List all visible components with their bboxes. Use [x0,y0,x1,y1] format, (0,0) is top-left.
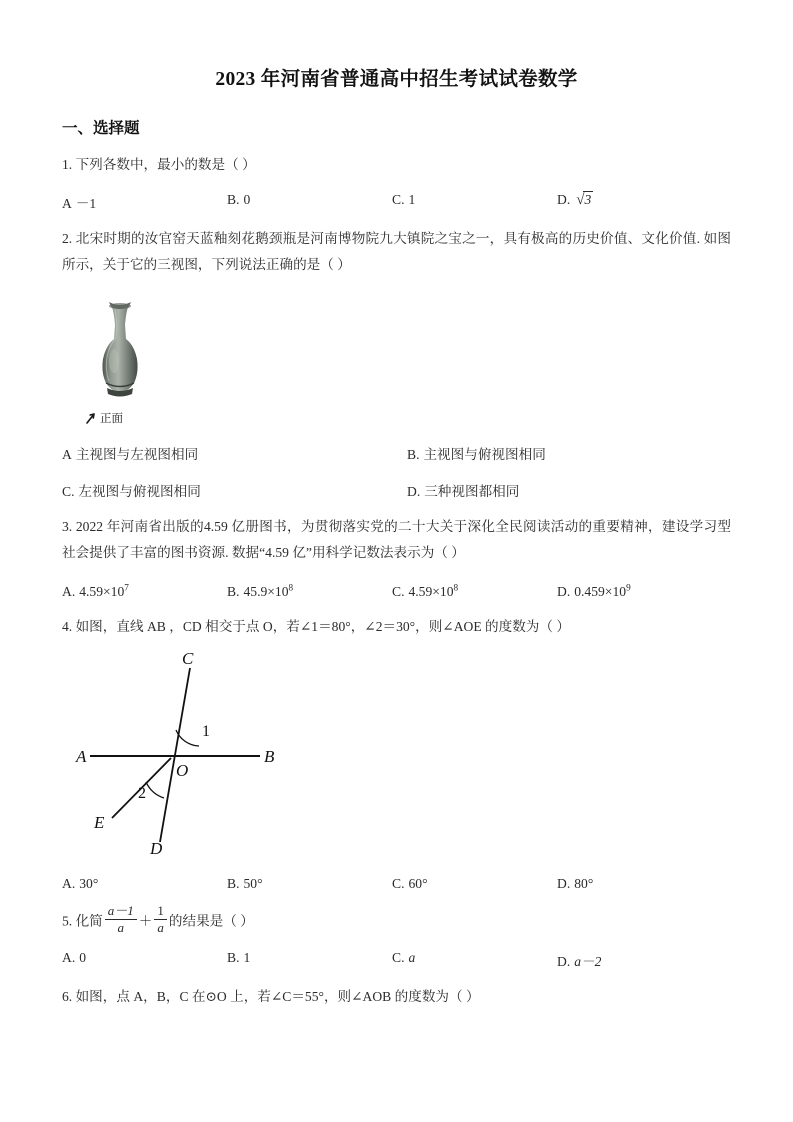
vase-caption-row [84,410,206,426]
option-4-a[interactable] [62,876,227,892]
question-1-text: 1. 下列各数中，最小的数是（ ） [62,157,256,172]
label-d: D [150,839,163,858]
option-5-a-label: A. [62,950,76,966]
option-1-d-value: √3 [576,191,592,208]
option-2-c-value: 左视图与俯视图相同 [78,483,201,499]
option-1-b[interactable] [227,192,392,212]
option-3-c-exponent: 8 [453,581,459,592]
option-5-d-label: D. [557,954,571,970]
question-5-options [62,950,731,970]
option-1-a-label: A [62,195,72,211]
label-b: B [264,747,275,766]
option-1-a-value: －1 [75,195,97,211]
question-3-text: 3. 2022 年河南省出版的4.59 亿册图书，为贯彻落实党的二十大关于深化全民阅读活动的重要精神，建设学习型社会提供了丰富的图书资源. 数据“4.59 亿”用科学记数法表示为（ ） [62,518,731,560]
option-2-c-label: C. [62,483,75,499]
option-4-a-label: A. [62,876,76,891]
option-5-d[interactable] [557,950,722,970]
option-4-d[interactable] [557,876,722,892]
question-5-prefix: 5. 化简 [62,913,103,929]
up-right-arrow-icon [84,411,98,425]
option-2-c[interactable] [62,480,407,500]
label-angle-1: 1 [202,723,210,740]
intersecting-lines-diagram [72,646,302,858]
option-3-d[interactable] [557,581,722,600]
option-1-b-label: B. [227,191,240,207]
option-4-d-label: D. [557,876,571,891]
vase-photograph [76,295,196,403]
option-5-c[interactable] [392,950,557,970]
question-5-fraction-1 [105,903,137,937]
label-a: A [76,747,87,766]
angle-2-arc [146,782,164,798]
page-title: 2023 年河南省普通高中招生考试试卷数学 [215,69,578,90]
option-5-a[interactable] [62,950,227,970]
option-2-a-label: A [62,446,72,462]
question-4-text: 4. 如图，直线 AB ，CD 相交于点 O，若∠1＝80°，∠2＝30°，则∠AOE 的度数为（ ） [62,618,570,634]
option-5-b-value: 1 [243,950,251,966]
option-4-c[interactable] [392,876,557,892]
option-1-a[interactable] [62,192,227,212]
question-4-figure [72,646,731,863]
option-2-d-label: D. [407,483,421,499]
option-3-b[interactable] [227,581,392,600]
question-1-options [62,192,731,212]
option-3-d-label: D. [557,583,571,599]
option-2-b-value: 主视图与俯视图相同 [423,446,546,462]
option-2-a[interactable] [62,443,407,463]
option-3-b-value: 45.9×10 [243,583,289,599]
label-c: C [182,649,194,668]
option-3-a-label: A. [62,583,76,599]
question-5-text [62,903,731,937]
option-2-a-value: 主视图与左视图相同 [75,446,199,462]
vase-caption: 正面 [100,412,123,425]
option-3-c-value: 4.59×10 [408,583,454,599]
option-4-c-label: C. [392,876,405,891]
question-5-frac1-numerator: a－1 [107,903,134,918]
option-4-b[interactable] [227,876,392,892]
question-5-frac2-numerator: 1 [157,903,164,918]
option-5-c-label: C. [392,950,405,966]
label-o: O [176,761,189,780]
option-2-b-label: B. [407,446,420,462]
vase-figure [76,295,206,426]
option-3-d-value: 0.459×10 [574,583,627,599]
option-5-b-label: B. [227,950,240,966]
option-4-a-value: 30° [79,876,99,891]
question-4-options [62,876,731,892]
section-heading: 一、选择题 [62,120,140,137]
option-1-c[interactable] [392,192,557,212]
option-1-d-label: D. [557,191,571,207]
option-4-b-label: B. [227,876,240,891]
option-2-d-value: 三种视图都相同 [424,483,520,499]
label-angle-2: 2 [138,785,146,802]
question-5-frac1-denominator: a [105,919,137,937]
option-4-d-value: 80° [574,876,594,891]
label-e: E [94,813,105,832]
option-3-a[interactable] [62,581,227,600]
option-5-b[interactable] [227,950,392,970]
question-6-text: 6. 如图，点 A，B，C 在⊙O 上，若∠C＝55°，则∠AOB 的度数为（ ） [62,989,480,1005]
option-3-c-label: C. [392,583,405,599]
question-2-text: 2. 北宋时期的汝官窑天蓝釉刻花鹅颈瓶是河南博物院九大镇院之宝之一，具有极高的历史价值、文化价值. 如图所示，关于它的三视图，下列说法正确的是（ ） [62,230,731,272]
question-3-options [62,581,731,600]
option-5-d-value: a－2 [574,954,602,970]
option-5-c-value: a [408,950,416,966]
option-4-b-value: 50° [243,876,263,891]
option-2-b[interactable] [407,443,752,463]
option-3-d-exponent: 9 [626,581,631,592]
option-2-d[interactable] [407,480,752,500]
option-3-b-exponent: 8 [288,581,294,592]
option-1-d[interactable] [557,192,722,212]
option-1-b-value: 0 [243,191,251,207]
option-1-c-label: C. [392,191,405,207]
question-5-fraction-2 [154,903,167,937]
option-1-c-value: 1 [408,191,416,207]
option-5-a-value: 0 [79,950,87,966]
option-3-c[interactable] [392,581,557,600]
question-2-options-row1 [62,443,731,463]
option-4-c-value: 60° [408,876,428,891]
question-2-options-row2 [62,480,731,500]
question-5-plus: ＋ [138,913,153,929]
question-5-suffix: 的结果是（ ） [168,913,254,929]
question-5-frac2-denominator: a [154,919,167,937]
option-3-a-value: 4.59×10 [79,583,125,599]
option-3-a-exponent: 7 [124,581,129,592]
option-3-b-label: B. [227,583,240,599]
